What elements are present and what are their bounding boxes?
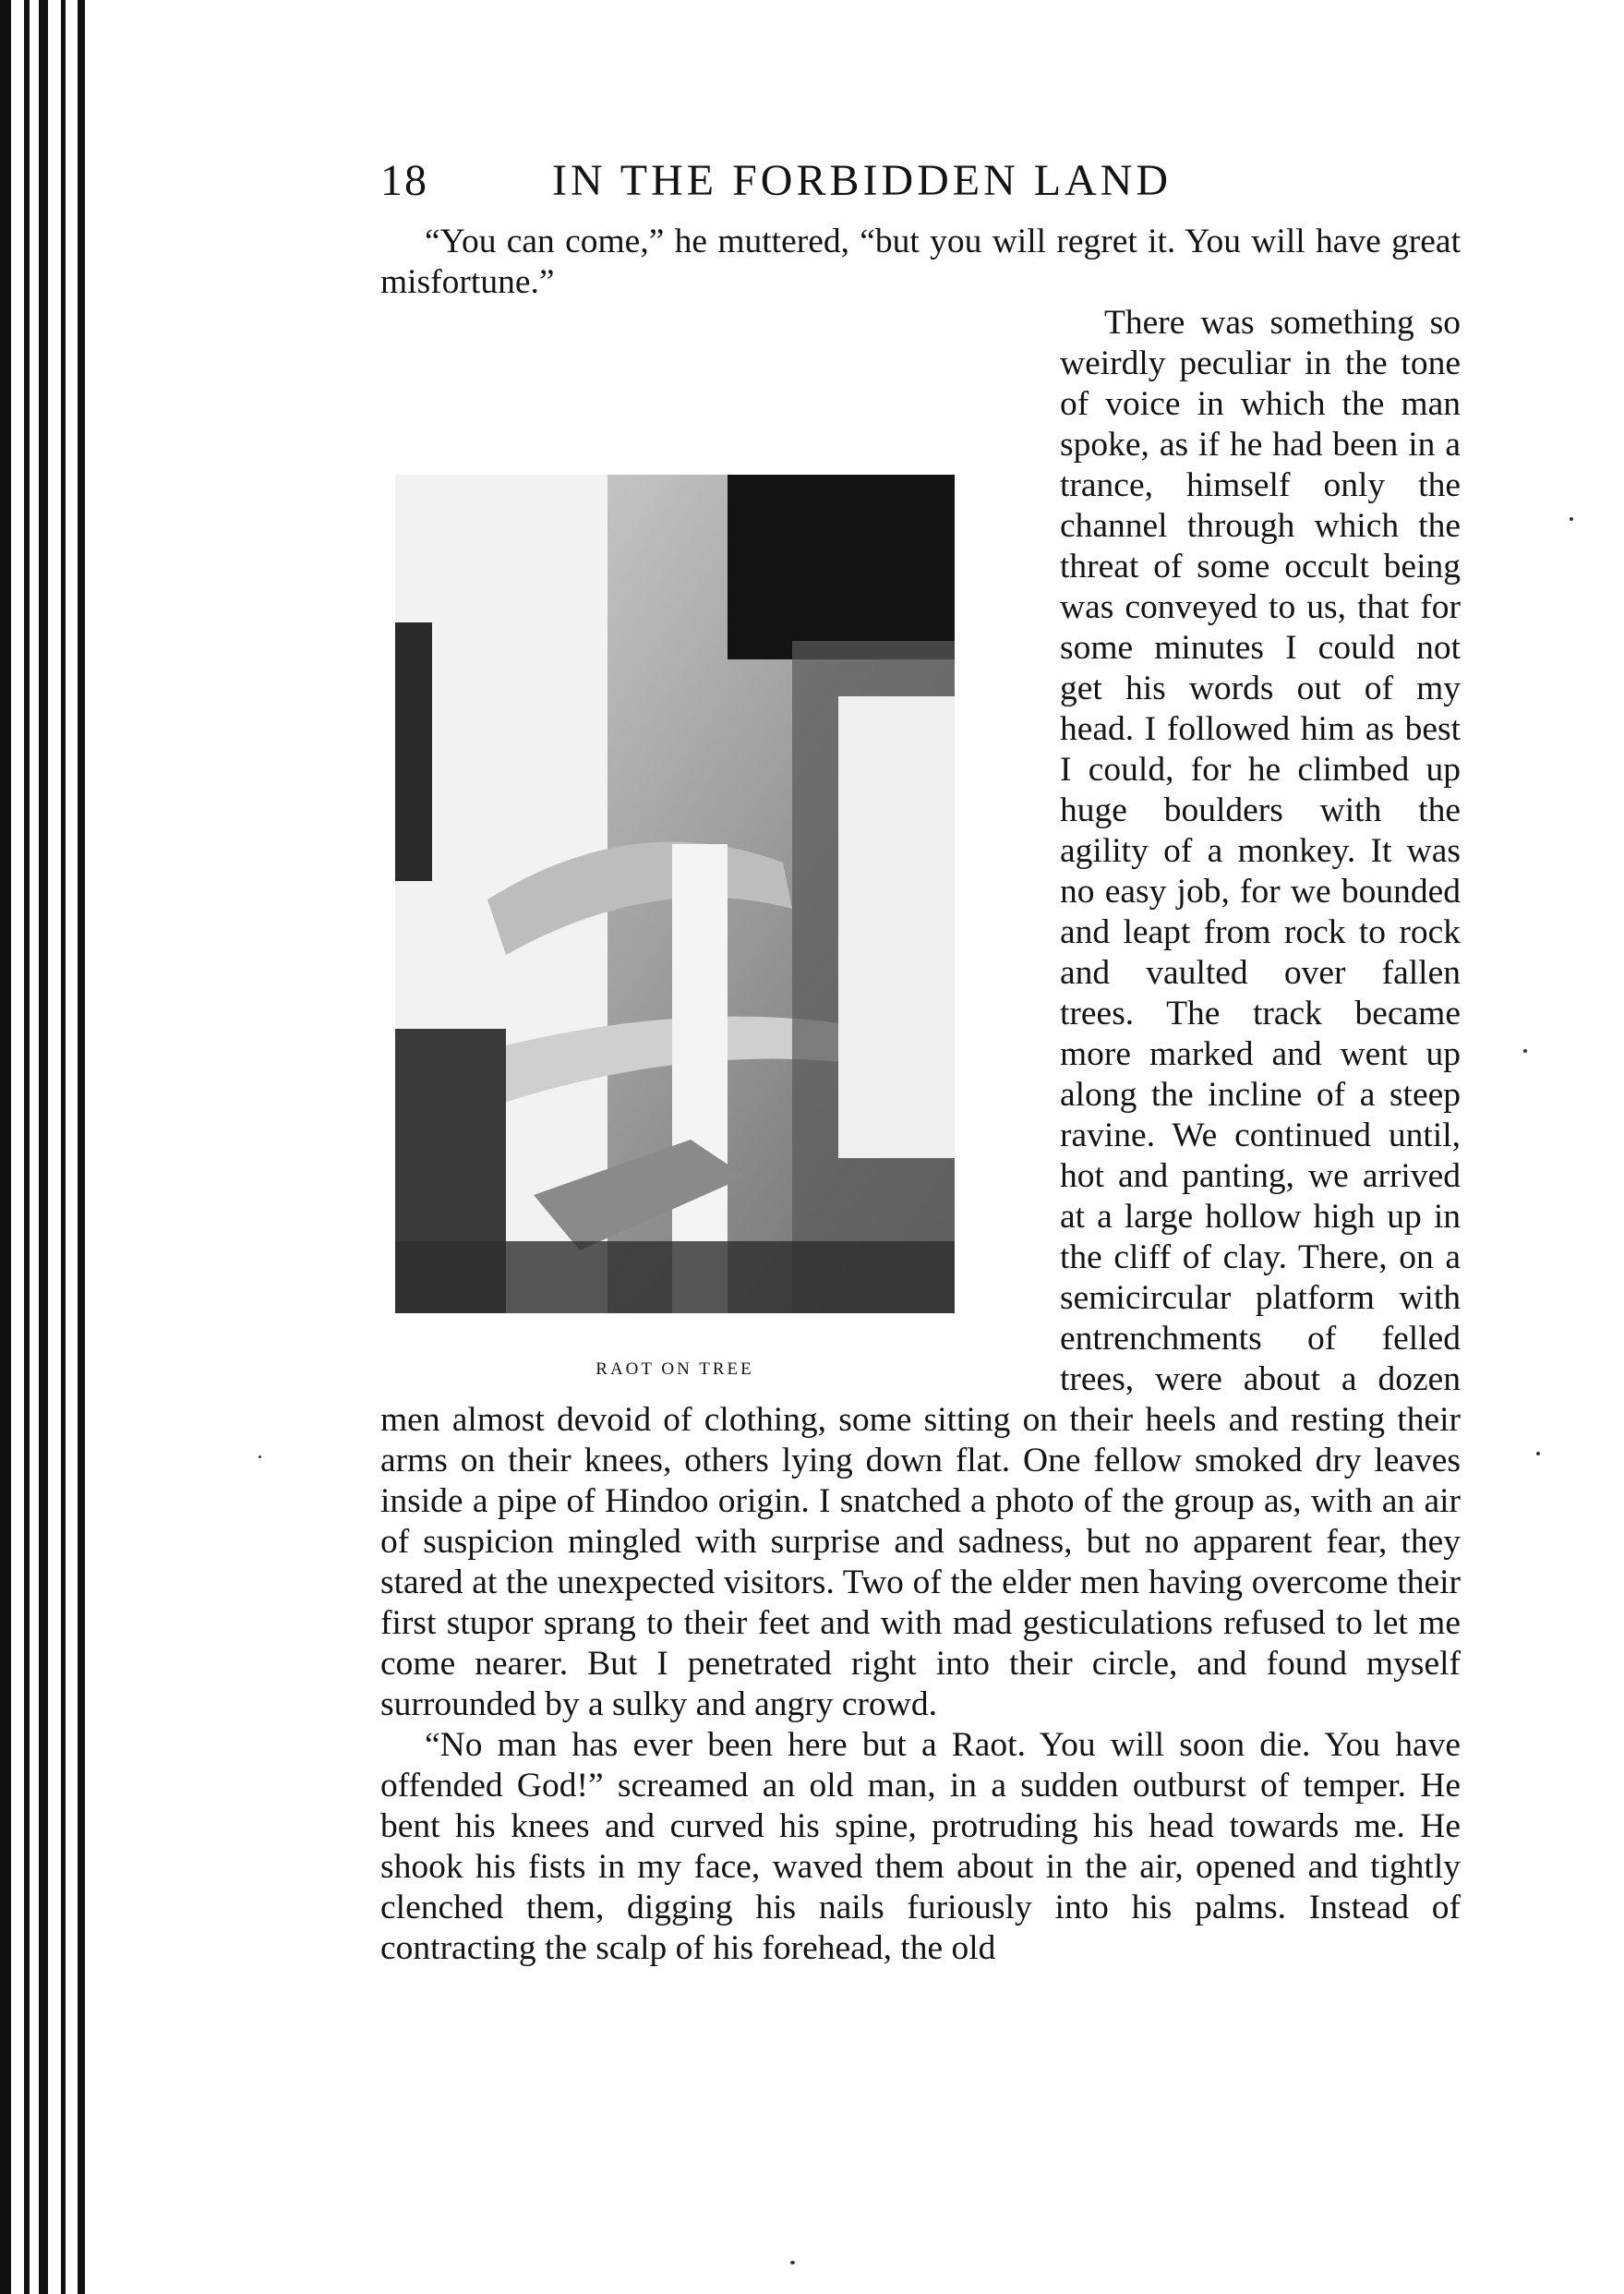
page-header: [0, 155, 1624, 211]
photograph-icon: [395, 475, 955, 1313]
paragraph: “You can come,” he muttered, “but you will regret it. You will have great misfortune.”: [380, 223, 1461, 301]
running-title: IN THE FORBIDDEN LAND: [552, 156, 1173, 205]
stray-mark: [790, 2261, 795, 2264]
stray-mark: [1523, 1049, 1527, 1053]
figure-caption: RAOT ON TREE: [595, 1359, 754, 1379]
body-text: [380, 222, 1461, 1969]
stray-mark: [1570, 517, 1573, 521]
stray-mark: [1536, 1452, 1540, 1455]
paragraph: “No man has ever been here but a Raot. You will soon die. You have offended God!” screamed an old man, in a sudden outburst of temper. He bent his knees and curved his spine, protruding his head towards me. He shook his fists in my face, waved them about in the air, opened and tightly clenched them, digging his nails furiously into his palms. Instead of contracting the scalp of his forehead, the old: [380, 1726, 1461, 1967]
paragraph: There was something so weirdly peculiar in the tone of voice in which the man spoke, as if he had been in a trance, himself only the channel through which the threat of some occult being was conveyed to us, that for some minutes I could not get his words out of my head. I followed him as best I could, for he climbed up huge boulders with the agility of a monkey. It was no easy job, for we bounded and leapt from rock to rock and vaulted over fallen trees. The track became more marked and went up along the incline of a steep ravine. We continued until, hot and panting, we arrived at a large hollow high up in the cliff of clay. There, on a semicircular platform with entrenchments of felled trees, were about a dozen men almost devoid of clothing, some sitting on their heels and resting their arms on their knees, others lying down flat. One fellow smoked dry leaves inside a pipe of Hindoo origin. I snatched a photo of the group as, with an air of suspicion mingled with surprise and sadness, but no apparent fear, they stared at the unexpected visitors. Two of the elder men having overcome their first stupor sprang to their feet and with mad gesticulations refused to let me come nearer. But I penetrated right into their circle, and found myself surrounded by a sulky and angry crowd.: [380, 304, 1461, 1723]
figure: [0, 475, 1004, 1380]
stray-mark: [259, 1455, 261, 1458]
page-number: 18: [380, 156, 428, 205]
